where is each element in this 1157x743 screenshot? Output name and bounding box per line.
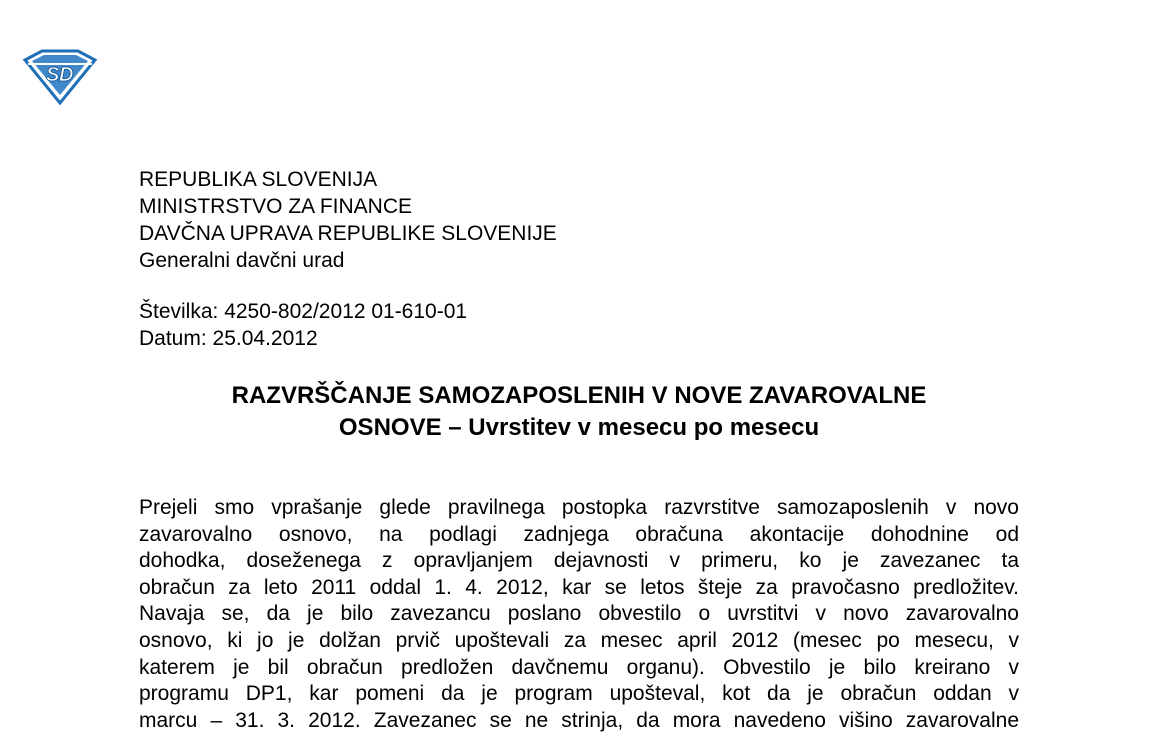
body-line: dohodka, doseženega z opravljanjem dejavnosti v primeru, ko je zavezanec ta xyxy=(139,549,1019,573)
body-line: Navaja se, da je bilo zavezancu poslano obvestilo o uvrstitvi v novo zavarovalno xyxy=(139,602,1019,626)
body-line: obračun za leto 2011 oddal 1. 4. 2012, kar se letos šteje za pravočasno predložitev. xyxy=(139,575,1019,599)
header-line-ministry: MINISTRSTVO ZA FINANCE xyxy=(139,195,413,218)
body-line: osnovo, ki jo je dolžan prvič upoštevali za mesec april 2012 (mesec po mesecu, v xyxy=(139,628,1019,652)
document-number: Številka: 4250-802/2012 01-610-01 xyxy=(139,300,468,323)
title-line-2: OSNOVE – Uvrstitev v mesecu po mesecu xyxy=(338,414,820,441)
header-line-tax-authority: DAVČNA UPRAVA REPUBLIKE SLOVENIJE xyxy=(139,222,557,245)
sd-shield-logo-icon xyxy=(22,48,98,106)
body-paragraph xyxy=(139,495,1019,734)
header-line-republic: REPUBLIKA SLOVENIJA xyxy=(139,168,378,191)
issuer-header xyxy=(139,166,557,274)
document-title xyxy=(139,380,1019,444)
sd-logo xyxy=(22,48,98,106)
body-line: katerem je bil obračun predložen davčnemu organu). Obvestilo je bilo kreirano v xyxy=(139,655,1019,679)
document-meta xyxy=(139,298,467,352)
header-line-office: Generalni davčni urad xyxy=(139,249,345,272)
body-line: marcu – 31. 3. 2012. Zavezanec se ne strinja, da mora navedeno višino zavarovalne xyxy=(139,708,1019,732)
svg-text:D: D xyxy=(59,64,74,86)
body-line: Prejeli smo vprašanje glede pravilnega postopka razvrstitve samozaposlenih v novo xyxy=(139,496,1019,519)
svg-text:S: S xyxy=(46,64,60,86)
body-line: zavarovalno osnovo, na podlagi zadnjega obračuna akontacije dohodnine od xyxy=(139,522,1019,546)
body-line: programu DP1, kar pomeni da je program upošteval, kot da je obračun oddan v xyxy=(139,682,1019,706)
document-date: Datum: 25.04.2012 xyxy=(139,327,318,350)
title-line-1: RAZVRŠČANJE SAMOZAPOSLENIH V NOVE ZAVAROVALNE xyxy=(231,382,927,409)
